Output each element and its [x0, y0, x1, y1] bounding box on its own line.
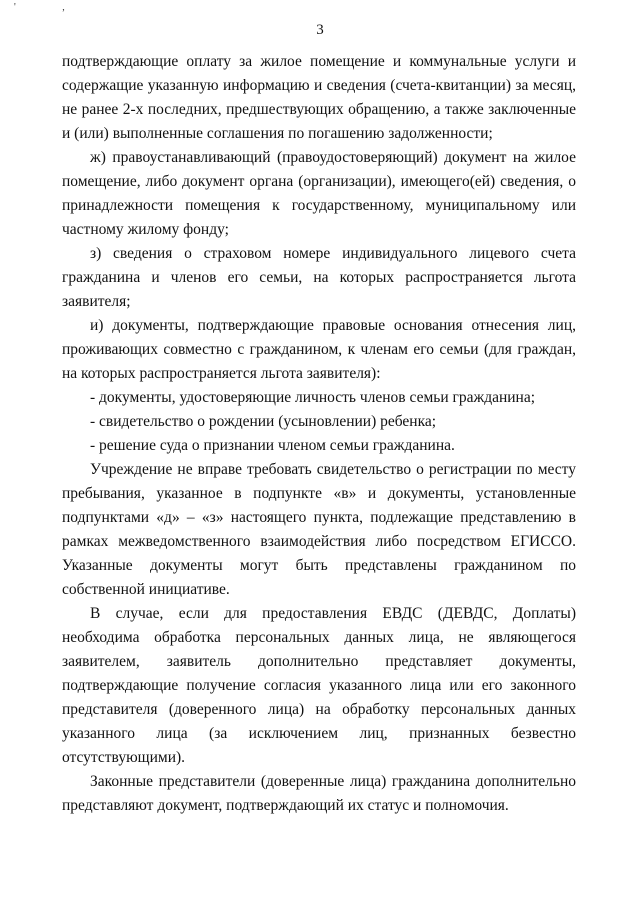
- scan-marks: ' ,: [14, 2, 87, 13]
- list-item: - документы, удостоверяющие личность членов семьи гражданина;: [90, 389, 536, 406]
- list-item: - решение суда о признании членом семьи гражданина.: [90, 437, 455, 454]
- paragraph-personal-data: В случае, если для предоставления ЕВДС (ДЕВДС, Доплаты) необходима обработка персональных данных лица, не являющегося заявителем, заявитель дополнительно представляет документы, подтверждающие получение согласия указанного лица или его законного представителя (доверенного лица) на обработку персональных данных указанного лица (за исключением лиц, признанных безвестно отсутствующими).: [62, 605, 576, 766]
- page-number: 3: [316, 22, 324, 38]
- list-item: - свидетельство о рождении (усыновлении) ребенка;: [90, 413, 437, 430]
- paragraph-item-i: и) документы, подтверждающие правовые основания отнесения лиц, проживающих совместно с гражданином, к членам его семьи (для граждан, на которых распространяется льгота заявителя):: [62, 317, 576, 382]
- paragraph-item-zh: ж) правоустанавливающий (правоудостоверяющий) документ на жилое помещение, либо документ органа (организации), имеющего(ей) сведения, о принадлежности помещения к государственному, муниципальному или частному жилому фонду;: [62, 149, 576, 238]
- paragraph-item-z: з) сведения о страховом номере индивидуального лицевого счета гражданина и членов его семьи, на которых распространяется льгота заявителя;: [62, 245, 576, 310]
- paragraph-legal-representatives: Законные представители (доверенные лица) гражданина дополнительно представляют документ, подтверждающий их статус и полномочия.: [62, 773, 576, 814]
- paragraph-continuation: подтверждающие оплату за жилое помещение и коммунальные услуги и содержащие указанную информацию и сведения (счета-квитанции) за месяц, не ранее 2-х последних, предшествующих обращению, а также заключенные и (или) выполненные соглашения по погашению задолженности;: [62, 53, 576, 142]
- paragraph-institution-restriction: Учреждение не вправе требовать свидетельство о регистрации по месту пребывания, указанное в подпункте «в» и документы, установленные подпунктами «д» – «з» настоящего пункта, подлежащие представлению в рамках межведомственного взаимодействия либо посредством ЕГИССО. Указанные документы могут быть представлены гражданином по собственной инициативе.: [62, 461, 576, 598]
- document-body: [62, 50, 576, 818]
